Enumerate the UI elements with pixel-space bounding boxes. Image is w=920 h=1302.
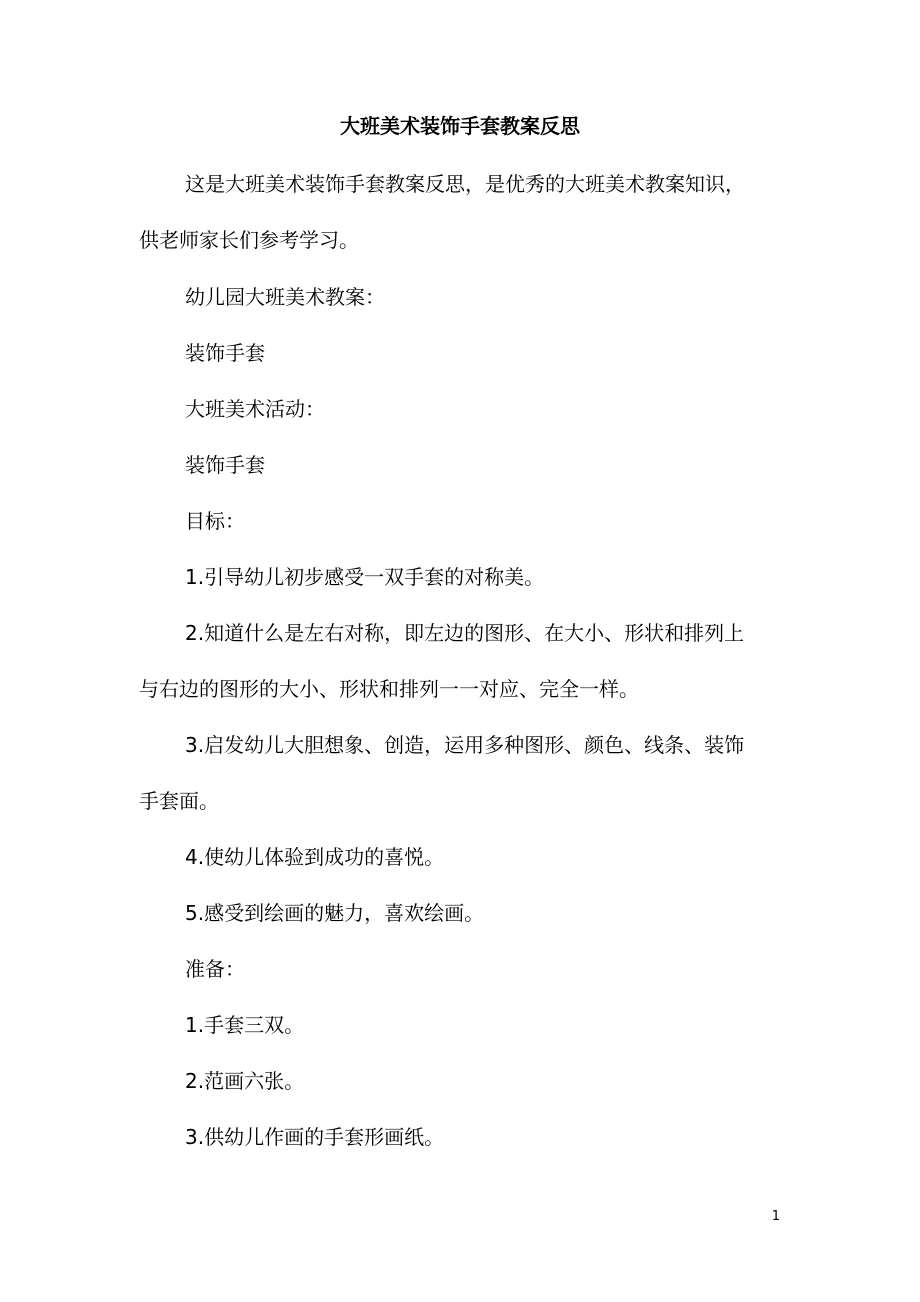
paragraph-line: 目标： — [185, 509, 245, 533]
paragraph-line: 装饰手套 — [185, 341, 265, 365]
paragraph-line: 大班美术活动： — [185, 397, 325, 421]
intro-line-1: 这是大班美术装饰手套教案反思，是优秀的大班美术教案知识， — [185, 172, 745, 196]
paragraph-line: 2.范画六张。 — [185, 1069, 305, 1093]
page-number-text: 1 — [771, 1209, 780, 1224]
document-title: 大班美术装饰手套教案反思 — [340, 114, 580, 138]
paragraph-line: 1.手套三双。 — [185, 1013, 305, 1037]
intro-line-2: 供老师家长们参考学习。 — [139, 228, 359, 252]
goal-3-line-1: 3.启发幼儿大胆想象、创造，运用多种图形、颜色、线条、装饰 — [185, 733, 745, 757]
paragraph-line: 准备： — [185, 957, 245, 981]
paragraph-line: 5.感受到绘画的魅力，喜欢绘画。 — [185, 901, 485, 925]
goal-2-line-1: 2.知道什么是左右对称，即左边的图形、在大小、形状和排列上 — [185, 621, 745, 645]
page-number — [0, 1209, 920, 1225]
paragraph-line: 3.供幼儿作画的手套形画纸。 — [185, 1125, 445, 1149]
paragraph-line: 4.使幼儿体验到成功的喜悦。 — [185, 845, 445, 869]
paragraph-line: 幼儿园大班美术教案： — [185, 285, 385, 309]
paragraph-line: 1.引导幼儿初步感受一双手套的对称美。 — [185, 565, 545, 589]
goal-3-line-2: 手套面。 — [139, 789, 219, 813]
goal-2-line-2: 与右边的图形的大小、形状和排列一一对应、完全一样。 — [139, 677, 639, 701]
paragraph-line: 装饰手套 — [185, 453, 265, 477]
